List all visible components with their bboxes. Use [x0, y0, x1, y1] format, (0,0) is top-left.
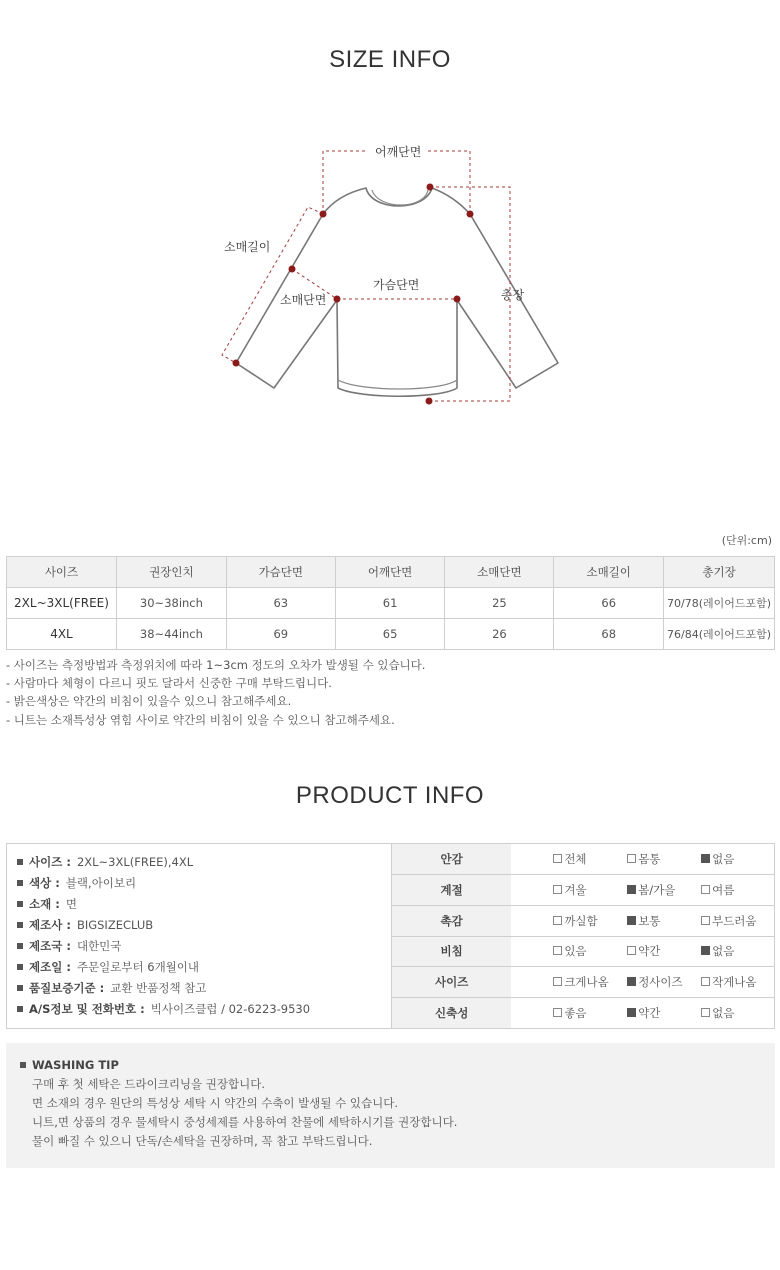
attribute-option-label: 약간 [638, 1006, 661, 1021]
attribute-option-label: 몸통 [638, 852, 661, 867]
total-length-measure-line [429, 187, 510, 401]
attribute-option [701, 875, 775, 906]
header-inch: 권장인치 [116, 557, 226, 588]
attribute-option [701, 905, 775, 936]
attribute-option [701, 967, 775, 998]
table-row [7, 588, 775, 619]
bullet-square-icon [17, 880, 23, 886]
table-cell: 61 [335, 588, 445, 619]
attribute-option-label: 겨울 [564, 883, 587, 898]
unchecked-box-icon [553, 977, 562, 986]
attribute-option [627, 875, 701, 906]
product-info-box [6, 843, 775, 1029]
bullet-square-icon [17, 1006, 23, 1012]
spec-label: 소재 : [29, 897, 60, 911]
table-row [7, 619, 775, 650]
spec-value: 면 [65, 897, 77, 911]
attribute-option-label: 크게나옴 [564, 975, 609, 990]
table-cell: 26 [445, 619, 554, 650]
bullet-square-icon [20, 1062, 26, 1068]
measure-point [233, 360, 240, 367]
size-diagram [0, 120, 780, 420]
attribute-option [511, 997, 627, 1028]
attribute-option [511, 875, 627, 906]
spec-label: A/S정보 및 전화번호 : [29, 1002, 145, 1016]
spec-value: 주문일로부터 6개월이내 [76, 960, 199, 974]
washing-tip-line: 물이 빠질 수 있으니 단독/손세탁을 권장하며, 꼭 참고 부탁드립니다. [32, 1134, 373, 1148]
spec-value: 2XL~3XL(FREE),4XL [76, 855, 194, 869]
size-info-title: SIZE INFO [329, 46, 451, 73]
attribute-row [392, 997, 776, 1028]
spec-label: 제조일 : [29, 960, 71, 974]
measure-point [334, 296, 341, 303]
attribute-option-label: 부드러움 [712, 913, 757, 928]
table-cell: 2XL~3XL(FREE) [7, 588, 117, 619]
attribute-option-label: 작게나옴 [712, 975, 757, 990]
attribute-name: 비침 [392, 936, 512, 967]
attribute-option-label: 있음 [564, 944, 587, 959]
table-cell: 76/84(레이어드포함) [664, 619, 775, 650]
table-cell: 69 [226, 619, 335, 650]
bullet-square-icon [17, 859, 23, 865]
spec-value: 대한민국 [76, 939, 122, 953]
checked-box-icon [701, 946, 710, 955]
measure-point [427, 184, 434, 191]
table-cell: 65 [335, 619, 445, 650]
spec-label: 품질보증기준 : [29, 981, 105, 995]
unchecked-box-icon [701, 1008, 710, 1017]
header-shoulder: 어깨단면 [335, 557, 445, 588]
unchecked-box-icon [553, 1008, 562, 1017]
attribute-row [392, 967, 776, 998]
unchecked-box-icon [553, 885, 562, 894]
washing-tip-title: WASHING TIP [32, 1058, 119, 1072]
attribute-option-label: 정사이즈 [638, 975, 683, 990]
attribute-option [511, 905, 627, 936]
attribute-table [391, 844, 775, 1028]
label-shoulder: 어깨단면 [375, 145, 422, 159]
attribute-option [627, 844, 701, 875]
spec-item [17, 1001, 392, 1022]
attribute-name: 계절 [392, 875, 512, 906]
attribute-row [392, 936, 776, 967]
attribute-name: 신축성 [392, 997, 512, 1028]
measure-point [426, 398, 433, 405]
checked-box-icon [701, 854, 710, 863]
spec-item [17, 917, 392, 938]
label-sleeve-width: 소매단면 [280, 293, 327, 307]
unchecked-box-icon [553, 916, 562, 925]
attribute-option-label: 봄/가을 [638, 883, 676, 898]
attribute-option-label: 없음 [712, 1006, 735, 1021]
attribute-option [511, 936, 627, 967]
spec-list [7, 844, 392, 1028]
unchecked-box-icon [627, 854, 636, 863]
unchecked-box-icon [701, 916, 710, 925]
spec-label: 색상 : [29, 876, 60, 890]
attribute-option-label: 여름 [712, 883, 735, 898]
table-cell: 25 [445, 588, 554, 619]
unchecked-box-icon [553, 854, 562, 863]
measure-point [289, 266, 296, 273]
unchecked-box-icon [701, 977, 710, 986]
attribute-option [627, 997, 701, 1028]
attribute-option-label: 없음 [712, 852, 735, 867]
attribute-option-label: 보통 [638, 913, 661, 928]
attribute-option [627, 936, 701, 967]
attribute-option-label: 없음 [712, 944, 735, 959]
attribute-option [701, 936, 775, 967]
checked-box-icon [627, 1008, 636, 1017]
label-total-length: 총장 [501, 288, 525, 302]
attribute-row [392, 844, 776, 875]
attribute-name: 사이즈 [392, 967, 512, 998]
spec-item [17, 875, 392, 896]
note-line: - 니트는 소재특성상 엮힘 사이로 약간의 비침이 있을 수 있으니 참고해주세요. [6, 712, 395, 727]
label-sleeve-length: 소매길이 [224, 240, 271, 254]
header-sleeve-length: 소매길이 [554, 557, 664, 588]
header-size: 사이즈 [7, 557, 117, 588]
bullet-square-icon [17, 943, 23, 949]
spec-item [17, 854, 392, 875]
table-cell: 38~44inch [116, 619, 226, 650]
attribute-row [392, 875, 776, 906]
unchecked-box-icon [627, 946, 636, 955]
checked-box-icon [627, 916, 636, 925]
note-line: - 사람마다 체형이 다르니 핏도 달라서 신중한 구매 부탁드립니다. [6, 676, 332, 691]
spec-item [17, 980, 392, 1001]
table-cell: 63 [226, 588, 335, 619]
hem-line [338, 380, 457, 389]
spec-item [17, 896, 392, 917]
attribute-option [627, 967, 701, 998]
note-line: - 사이즈는 측정방법과 측정위치에 따라 1~3cm 정도의 오차가 발생될 수 있습니다. [6, 658, 426, 672]
spec-value: 빅사이즈클럽 / 02-6223-9530 [150, 1002, 311, 1016]
label-chest: 가슴단면 [373, 278, 420, 292]
washing-tip-box [6, 1043, 775, 1168]
unchecked-box-icon [553, 946, 562, 955]
washing-tip-line: 면 소재의 경우 원단의 특성상 세탁 시 약간의 수축이 발생될 수 있습니다. [32, 1096, 399, 1110]
attribute-option-label: 전체 [564, 852, 587, 867]
product-info-title: PRODUCT INFO [295, 782, 485, 809]
table-cell: 70/78(레이어드포함) [664, 588, 775, 619]
attribute-option [511, 844, 627, 875]
attribute-name: 안감 [392, 844, 512, 875]
attribute-row [392, 905, 776, 936]
washing-tip-line: 니트,면 상품의 경우 물세탁시 중성세제를 사용하여 찬물에 세탁하시기를 권장합니다. [32, 1115, 458, 1129]
measure-point [467, 211, 474, 218]
unit-note: (단위:cm) [721, 534, 772, 547]
attribute-option [701, 997, 775, 1028]
table-cell: 66 [554, 588, 664, 619]
table-cell: 68 [554, 619, 664, 650]
spec-item [17, 959, 392, 980]
washing-tip-heading [20, 1058, 775, 1072]
bullet-square-icon [17, 964, 23, 970]
checked-box-icon [627, 977, 636, 986]
bullet-square-icon [17, 985, 23, 991]
header-sleeve-width: 소매단면 [445, 557, 554, 588]
spec-label: 제조국 : [29, 939, 71, 953]
attribute-option-label: 좋음 [564, 1006, 587, 1021]
spec-label: 제조사 : [29, 918, 71, 932]
bullet-square-icon [17, 922, 23, 928]
attribute-name: 촉감 [392, 905, 512, 936]
bullet-square-icon [17, 901, 23, 907]
note-line: - 밝은색상은 약간의 비침이 있을수 있으니 참고해주세요. [6, 694, 292, 709]
spec-value: 교환 반품정책 참고 [110, 981, 207, 995]
spec-label: 사이즈 : [29, 855, 71, 869]
checked-box-icon [627, 885, 636, 894]
table-cell: 30~38inch [116, 588, 226, 619]
unchecked-box-icon [701, 885, 710, 894]
table-cell: 4XL [7, 619, 117, 650]
size-notes [6, 656, 425, 729]
size-table [6, 556, 775, 650]
attribute-option-label: 까실함 [564, 913, 598, 928]
measure-point [320, 211, 327, 218]
attribute-option [511, 967, 627, 998]
size-table-header-row [7, 557, 775, 588]
attribute-option [701, 844, 775, 875]
spec-value: BIGSIZECLUB [76, 918, 154, 932]
header-total-length: 총기장 [664, 557, 775, 588]
measure-point [454, 296, 461, 303]
attribute-option-label: 약간 [638, 944, 661, 959]
spec-item [17, 938, 392, 959]
attribute-option [627, 905, 701, 936]
washing-tip-line: 구매 후 첫 세탁은 드라이크리닝을 권장합니다. [32, 1077, 266, 1091]
header-chest: 가슴단면 [226, 557, 335, 588]
spec-value: 블랙,아이보리 [65, 876, 137, 890]
